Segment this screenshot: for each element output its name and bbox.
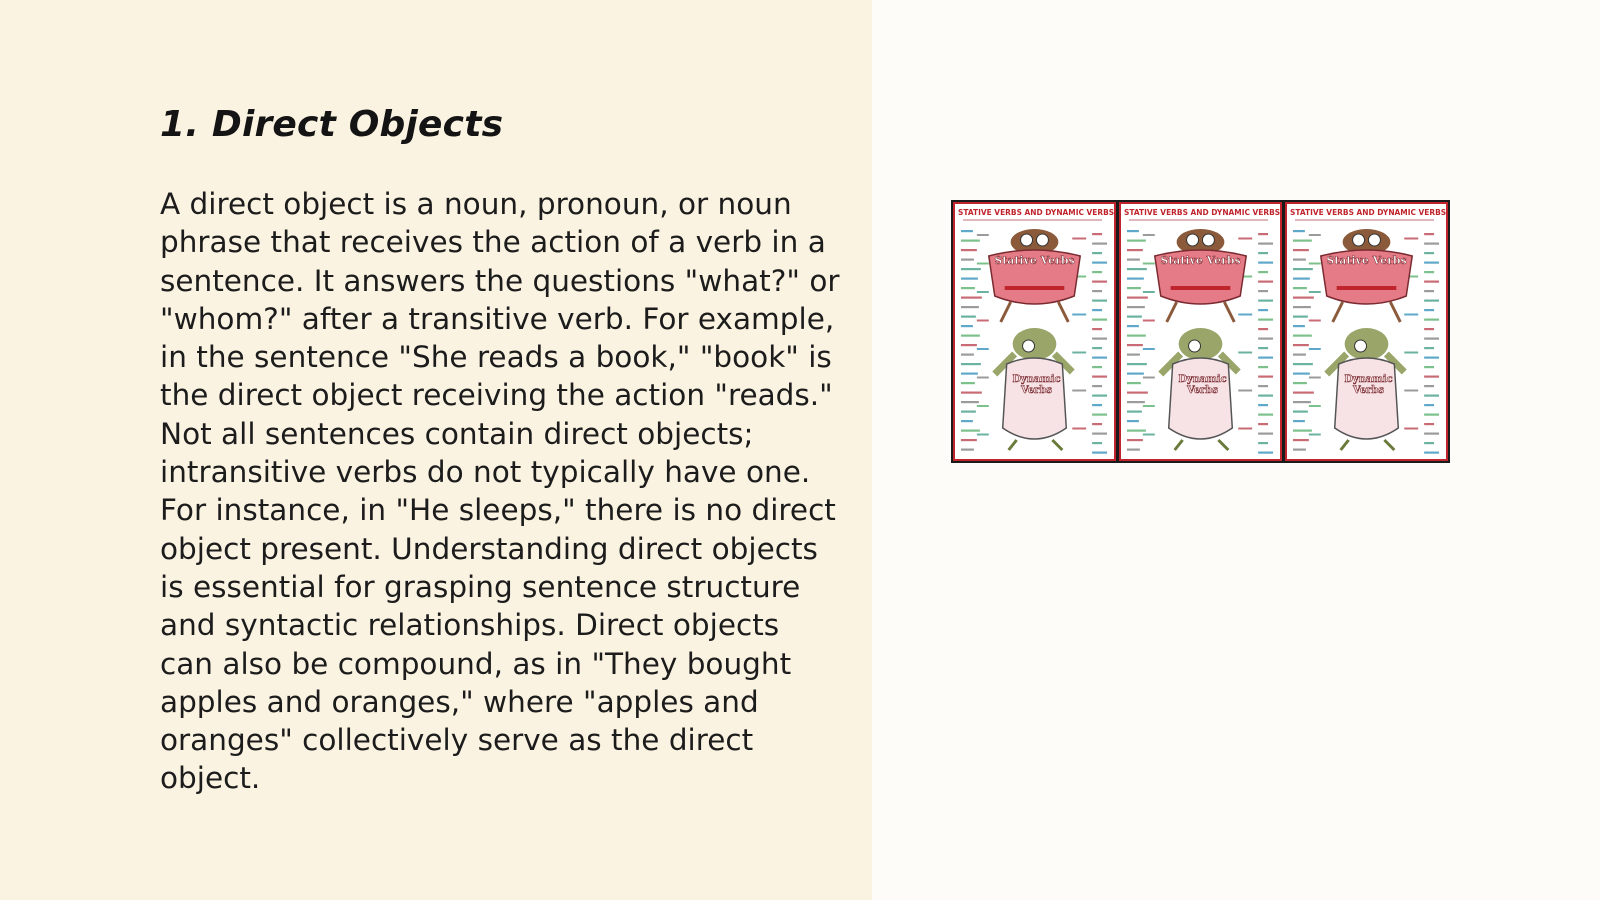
worksheet-thumbnail-1: [953, 202, 1116, 461]
svg-text:STATIVE VERBS AND DYNAMIC VERB: STATIVE VERBS AND DYNAMIC VERBS: [1123, 207, 1280, 218]
svg-text:STATIVE VERBS AND DYNAMIC VERB: STATIVE VERBS AND DYNAMIC VERBS: [1289, 207, 1446, 218]
svg-text:Verbs: Verbs: [1021, 384, 1052, 397]
svg-text:Dynamic: Dynamic: [1012, 373, 1061, 386]
slide-body-text: A direct object is a noun, pronoun, or noun phrase that receives the action of a verb in a sentence. It answers the questions "what?" or "whom?" after a transitive verb. For example, in the sentence "She reads a book," "book" is the direct object receiving the action "reads." Not all sentences contain direct objects; intransitive verbs do not typically have one. For instance, in "He sleeps," there is no direct object present. Understanding direct objects is essential for grasping sentence structure and syntactic relationships. Direct objects can also be compound, as in "They bought apples and oranges," where "apples and oranges" collectively serve as the direct object.: [160, 187, 840, 796]
svg-text:Stative Verbs: Stative Verbs: [1160, 253, 1241, 268]
worksheet-illustration: [955, 204, 1114, 459]
worksheet-image-strip: [951, 200, 1450, 463]
worksheet-thumbnail-3: [1285, 202, 1448, 461]
svg-text:Dynamic: Dynamic: [1344, 373, 1393, 386]
svg-text:Verbs: Verbs: [1187, 384, 1218, 397]
worksheet-illustration: [1121, 204, 1280, 459]
worksheet-thumbnail-2: [1119, 202, 1282, 461]
svg-text:Stative Verbs: Stative Verbs: [994, 253, 1075, 268]
svg-text:Dynamic: Dynamic: [1178, 373, 1227, 386]
worksheet-illustration: [1287, 204, 1446, 459]
svg-text:Stative Verbs: Stative Verbs: [1326, 253, 1407, 268]
svg-text:Verbs: Verbs: [1353, 384, 1384, 397]
svg-text:STATIVE VERBS AND DYNAMIC VERB: STATIVE VERBS AND DYNAMIC VERBS: [957, 207, 1114, 218]
slide-title: 1. Direct Objects: [160, 104, 504, 145]
